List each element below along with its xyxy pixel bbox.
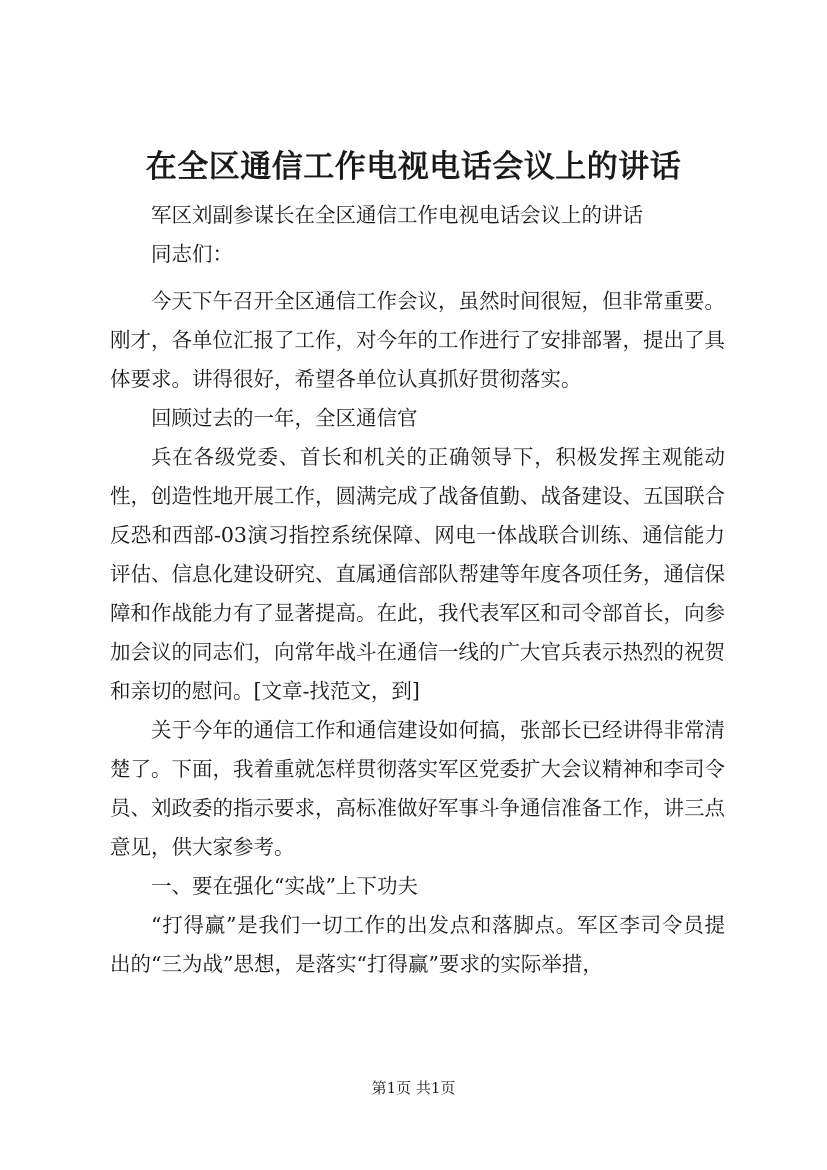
paragraph-section-1: “打得赢”是我们一切工作的出发点和落脚点。军区李司令员提出的“三为战”思想，是落实“打得赢”要求的实际举措， [110, 913, 725, 976]
page-number: 第1页 共1页 [371, 1079, 456, 1097]
document-body [110, 196, 725, 984]
paragraph-salutation: 同志们： [151, 242, 233, 266]
paragraph-review-heading: 回顾过去的一年，全区通信官 [151, 406, 418, 430]
paragraph-intro-points: 关于今年的通信工作和通信建设如何搞，张部长已经讲得非常清楚了。下面，我着重就怎样贯彻落实军区党委扩大会议精神和李司令员、刘政委的指示要求，高标准做好军事斗争通信准备工作，讲三点意见，供大家参考。 [110, 718, 725, 859]
paragraph-opening: 今天下午召开全区通信工作会议，虽然时间很短，但非常重要。刚才，各单位汇报了工作，对今年的工作进行了安排部署，提出了具体要求。讲得很好，希望各单位认真抓好贯彻落实。 [110, 289, 725, 391]
document-title: 在全区通信工作电视电话会议上的讲话 [145, 149, 682, 185]
section-heading-1: 一、要在强化“实战”上下功夫 [151, 874, 418, 898]
paragraph-review: 兵在各级党委、首长和机关的正确领导下，积极发挥主观能动性，创造性地开展工作，圆满完成了战备值勤、战备建设、五国联合反恐和西部-03演习指控系统保障、网电一体战联合训练、通信能力评估、信息化建设研究、直属通信部队帮建等年度各项任务，通信保障和作战能力有了显著提高。在此，我代表军区和司令部首长，向参加会议的同志们，向常年战斗在通信一线的广大官兵表示热烈的祝贺和亲切的慰问。[文章-找范文，到] [110, 445, 725, 703]
paragraph-subtitle: 军区刘副参谋长在全区通信工作电视电话会议上的讲话 [151, 203, 643, 227]
